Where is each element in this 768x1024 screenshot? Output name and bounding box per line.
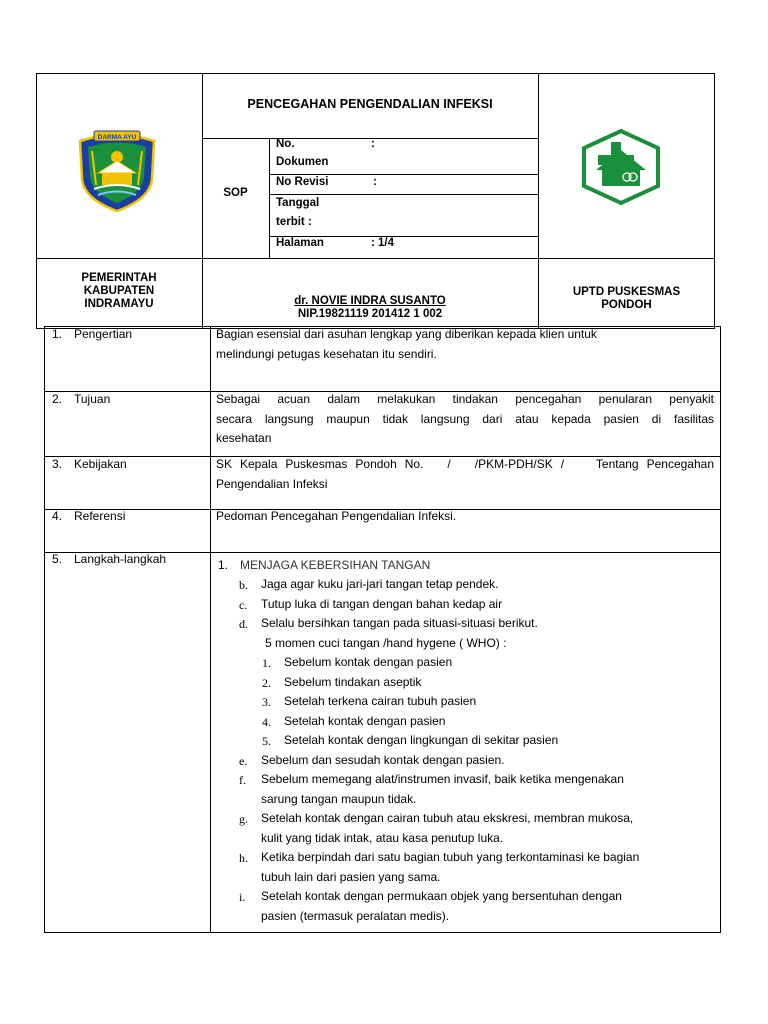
meta-dokumen-label: Dokumen: [276, 156, 329, 168]
step-mark: h.: [239, 851, 248, 865]
moment-text: Sebelum tindakan aseptik: [284, 675, 422, 689]
right-org-line-1: UPTD PUSKESMAS: [572, 286, 681, 298]
step-mark: c.: [239, 598, 248, 612]
meta-halaman-value: : 1/4: [371, 237, 395, 249]
moment-text: Setelah terkena cairan tubuh pasien: [284, 694, 477, 708]
step-text: Tutup luka di tangan dengan bahan kedap air: [261, 597, 503, 611]
kebijakan-line-1: SK Kepala Puskesmas Pondoh No. / /PKM-PDH/SK / Tentang Pencegahan: [216, 457, 714, 471]
step-mark: f.: [239, 773, 246, 787]
meta-revisi-label: No Revisi: [276, 176, 329, 188]
step-mark: i.: [239, 890, 246, 904]
puskesmas-logo: [580, 128, 662, 206]
row-langkah-num: 5.: [52, 552, 63, 566]
row-tujuan-num: 2.: [52, 392, 63, 406]
meta-no-label: No.: [276, 138, 295, 150]
steps-heading-num: 1.: [218, 558, 229, 572]
moment-mark: 3.: [262, 695, 271, 709]
right-org-line-2: PONDOH: [601, 299, 652, 311]
step-text: sarung tangan maupun tidak.: [261, 792, 417, 806]
tujuan-line-2: secara langsung maupun tidak langsung dari atau kepada pasien di fasilitas: [216, 411, 714, 426]
row-referensi-content: [216, 507, 714, 527]
meta-revisi-value: :: [373, 176, 377, 188]
step-text: kulit yang tidak intak, atau kasa penutup luka.: [261, 831, 504, 845]
step-text: pasien (termasuk peralatan medis).: [261, 909, 450, 923]
step-mark: e.: [239, 754, 248, 768]
moments-intro: 5 momen cuci tangan /hand hygene ( WHO) :: [265, 636, 507, 650]
sop-label: SOP: [223, 187, 248, 199]
moment-mark: 4.: [262, 715, 271, 729]
row-tujuan-content: [216, 390, 714, 449]
meta-tanggal-label: Tanggal: [276, 197, 320, 209]
step-text: Setelah kontak dengan cairan tubuh atau ekskresi, membran mukosa,: [261, 811, 634, 825]
step-text: Setelah kontak dengan permukaan objek yang bersentuhan dengan: [261, 889, 622, 903]
pengertian-line-1: Bagian esensial dari asuhan lengkap yang diberikan kepada klien untuk: [216, 327, 597, 341]
step-mark: d.: [239, 617, 248, 631]
row-kebijakan-label: Kebijakan: [74, 457, 127, 471]
moment-text: Sebelum kontak dengan pasien: [284, 655, 453, 669]
step-text: Sebelum dan sesudah kontak dengan pasien.: [261, 753, 505, 767]
step-text: Sebelum memegang alat/instrumen invasif, baik ketika mengenakan: [261, 772, 624, 786]
row-tujuan-label: Tujuan: [74, 392, 111, 406]
signer-nip: NIP.19821119 201412 1 002: [297, 308, 443, 320]
row-referensi-label: Referensi: [74, 509, 126, 523]
row-referensi-num: 4.: [52, 509, 63, 523]
document-title: PENCEGAHAN PENGENDALIAN INFEKSI: [247, 97, 493, 111]
row-pengertian-label: Pengertian: [74, 327, 133, 341]
meta-no-value: :: [371, 138, 375, 150]
left-org-block: [36, 272, 202, 311]
indramayu-crest-logo: [72, 127, 162, 213]
step-mark: g.: [239, 812, 248, 826]
meta-halaman-label: Halaman: [276, 237, 324, 249]
step-mark: b.: [239, 578, 248, 592]
tujuan-line-1: Sebagai acuan dalam melakukan tindakan pencegahan penularan penyakit: [216, 392, 714, 406]
signer-name: dr. NOVIE INDRA SUSANTO: [294, 295, 446, 307]
signer-block: [202, 295, 538, 321]
kebijakan-line-2: Pengendalian Infeksi: [216, 476, 328, 491]
pengertian-line-2: melindungi petugas kesehatan itu sendiri.: [216, 346, 437, 361]
moment-mark: 1.: [262, 656, 271, 670]
step-text: Jaga agar kuku jari-jari tangan tetap pendek.: [261, 577, 499, 591]
moment-text: Setelah kontak dengan pasien: [284, 714, 446, 728]
crest-motto: DARMA AYU: [97, 134, 137, 141]
row-kebijakan-num: 3.: [52, 457, 63, 471]
tujuan-line-3: kesehatan: [216, 431, 272, 445]
step-text: tubuh lain dari pasien yang sama.: [261, 870, 441, 884]
moment-mark: 2.: [262, 676, 271, 690]
moment-text: Setelah kontak dengan lingkungan di sekitar pasien: [284, 733, 559, 747]
left-org-line-3: INDRAMAYU: [84, 298, 154, 310]
meta-terbit-label: terbit :: [276, 216, 312, 228]
referensi-line-1: Pedoman Pencegahan Pengendalian Infeksi.: [216, 509, 457, 523]
row-kebijakan-content: [216, 455, 714, 494]
left-org-line-2: KABUPATEN: [83, 285, 155, 297]
left-org-line-1: PEMERINTAH: [81, 272, 157, 284]
moment-mark: 5.: [262, 734, 271, 748]
right-org-block: [538, 286, 715, 312]
steps-heading: MENJAGA KEBERSIHAN TANGAN: [240, 558, 431, 572]
row-pengertian-num: 1.: [52, 327, 63, 341]
step-text: Selalu bersihkan tangan pada situasi-situasi berikut.: [261, 616, 538, 630]
step-text: Ketika berpindah dari satu bagian tubuh yang terkontaminasi ke bagian: [261, 850, 640, 864]
row-pengertian-content: [216, 325, 716, 364]
row-langkah-label: Langkah-langkah: [74, 552, 167, 566]
